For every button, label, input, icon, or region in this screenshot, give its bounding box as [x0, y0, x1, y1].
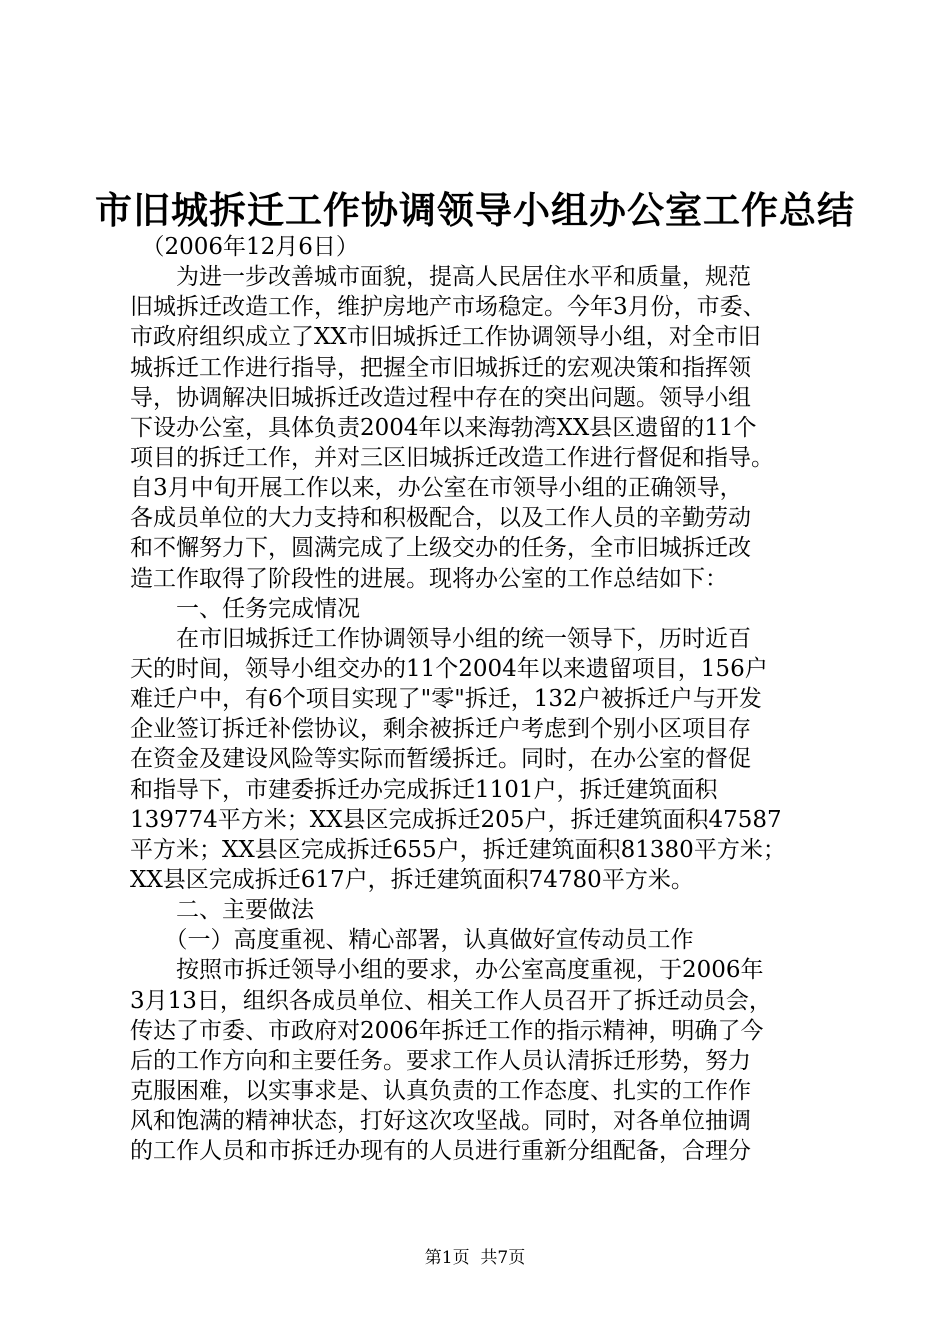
text-line: 市政府组织成立了XX市旧城拆迁工作协调领导小组，对全市旧 [130, 324, 761, 351]
text-line: 139774平方米；XX县区完成拆迁205户，拆迁建筑面积47587 [130, 806, 782, 833]
text-line: 为进一步改善城市面貌，提高人民居住水平和质量，规范 [130, 264, 751, 291]
text-line: 二、主要做法 [130, 897, 314, 924]
text-line: （一）高度重视、精心部署，认真做好宣传动员工作 [130, 927, 694, 954]
text-line: 和指导下，市建委拆迁办完成拆迁1101户，拆迁建筑面积 [130, 776, 718, 803]
text-line: 造工作取得了阶段性的进展。现将办公室的工作总结如下： [130, 565, 728, 592]
text-line: 导，协调解决旧城拆迁改造过程中存在的突出问题。领导小组 [130, 384, 751, 411]
text-line: 后的工作方向和主要任务。要求工作人员认清拆迁形势，努力 [130, 1047, 751, 1074]
text-line: 按照市拆迁领导小组的要求，办公室高度重视，于2006年 [130, 957, 764, 984]
text-line: 自3月中旬开展工作以来，办公室在市领导小组的正确领导， [130, 475, 743, 502]
text-line: 3月13日，组织各成员单位、相关工作人员召开了拆迁动员会， [130, 987, 772, 1014]
text-line: 天的时间，领导小组交办的11个2004年以来遗留项目，156户 [130, 655, 768, 682]
text-line: 平方米；XX县区完成拆迁655户，拆迁建筑面积81380平方米； [130, 836, 786, 863]
text-line: 和不懈努力下，圆满完成了上级交办的任务，全市旧城拆迁改 [130, 535, 751, 562]
text-line: （2006年12月6日） [130, 234, 359, 260]
page-footer: 第1页 共7页 [424, 1248, 526, 1268]
text-line: 旧城拆迁改造工作，维护房地产市场稳定。今年3月份，市委、 [130, 294, 766, 321]
text-line: 难迁户中，有6个项目实现了"零"拆迁，132户被拆迁户与开发 [130, 686, 762, 713]
text-line: 在市旧城拆迁工作协调领导小组的统一领导下，历时近百 [130, 625, 751, 652]
text-line: 城拆迁工作进行指导，把握全市旧城拆迁的宏观决策和指挥领 [130, 354, 751, 381]
text-line: 下设办公室，具体负责2004年以来海勃湾XX县区遗留的11个 [130, 414, 757, 441]
text-line: 在资金及建设风险等实际而暂缓拆迁。同时，在办公室的督促 [130, 746, 751, 773]
text-line: 风和饱满的精神状态，打好这次攻坚战。同时，对各单位抽调 [130, 1108, 751, 1135]
text-line: 一、任务完成情况 [130, 595, 360, 622]
document-body [130, 232, 842, 1166]
text-line: 传达了市委、市政府对2006年拆迁工作的指示精神，明确了今 [130, 1017, 764, 1044]
text-line: 企业签订拆迁补偿协议，剩余被拆迁户考虑到个别小区项目存 [130, 716, 751, 743]
text-line: 各成员单位的大力支持和积极配合，以及工作人员的辛勤劳动 [130, 505, 751, 532]
text-line: 的工作人员和市拆迁办现有的人员进行重新分组配备，合理分 [130, 1138, 751, 1165]
text-line: XX县区完成拆迁617户，拆迁建筑面积74780平方米。 [130, 866, 694, 893]
document-title: 市旧城拆迁工作协调领导小组办公室工作总结 [95, 188, 855, 232]
text-line: 项目的拆迁工作，并对三区旧城拆迁改造工作进行督促和指导。 [130, 444, 774, 471]
text-line: 克服困难，以实事求是、认真负责的工作态度、扎实的工作作 [130, 1077, 751, 1104]
